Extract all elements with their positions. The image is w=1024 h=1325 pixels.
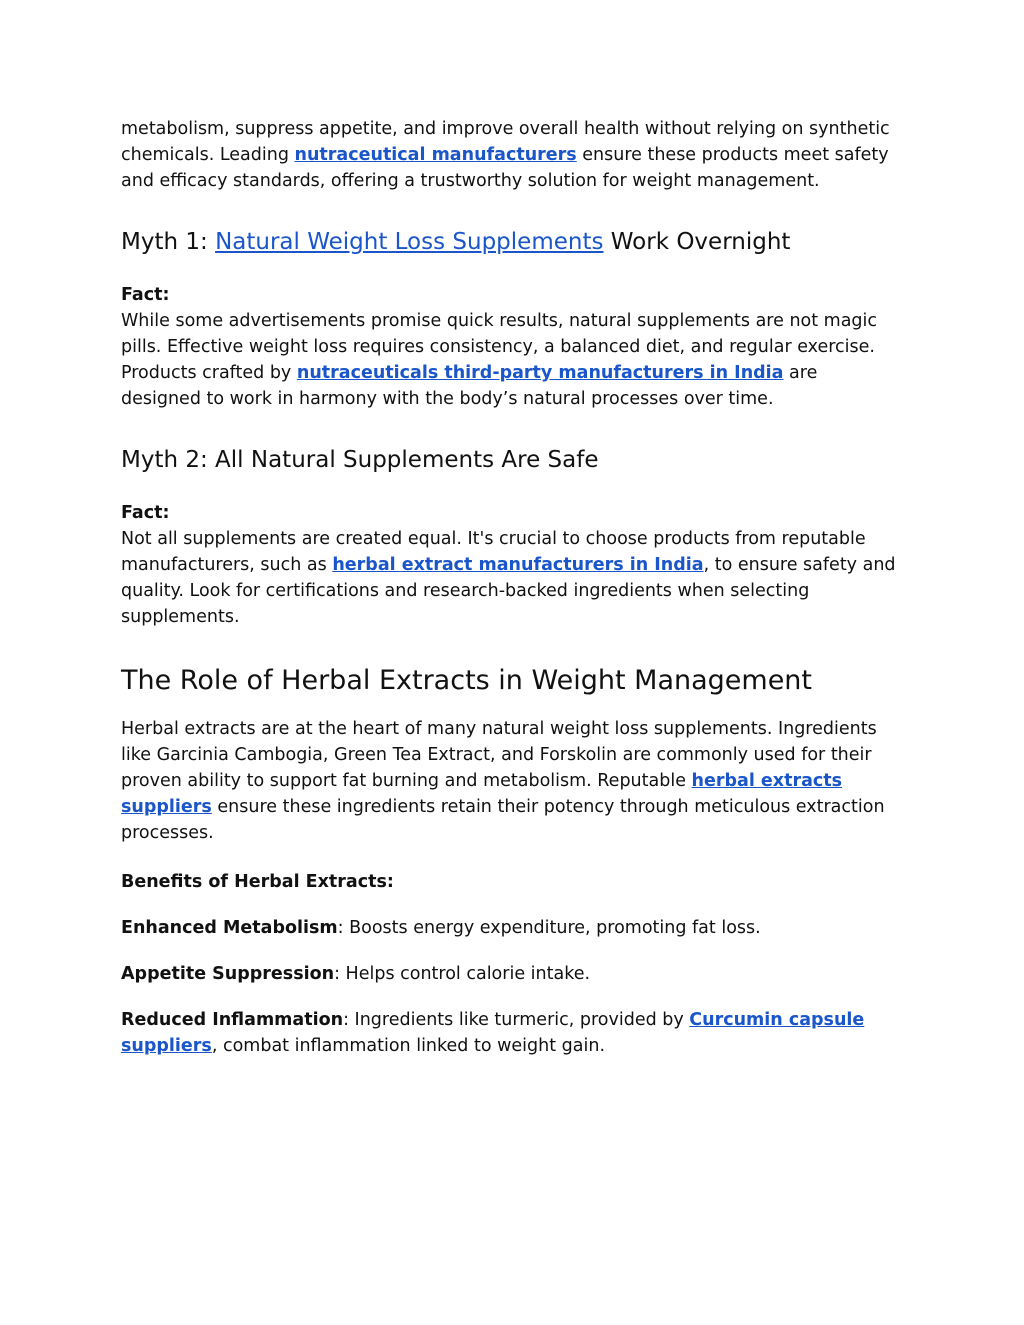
benefit-text: : Boosts energy expenditure, promoting fat loss. [337, 918, 761, 939]
benefit-label: Enhanced Metabolism [121, 918, 338, 939]
benefit-item [121, 1007, 901, 1059]
third-party-manufacturers-link[interactable]: nutraceuticals third-party manufacturers in India [296, 363, 784, 383]
role-paragraph [121, 716, 901, 846]
benefits-heading: Benefits of Herbal Extracts: [121, 872, 394, 893]
myth1-text-cont: are designed to work in harmony with the body’s natural processes over time. [121, 363, 818, 409]
myth1-fact-label: Fact: [121, 285, 170, 305]
benefit-item [121, 961, 901, 987]
myth1-paragraph [121, 308, 901, 412]
herbal-extracts-suppliers-link[interactable]: herbal extracts suppliers [121, 771, 843, 818]
role-heading: The Role of Herbal Extracts in Weight Management [121, 665, 813, 696]
document-page [121, 116, 901, 1059]
myth2-fact-label: Fact: [121, 503, 170, 523]
myth2-text-cont: , to ensure safety and quality. Look for certifications and research-backed ingredients when selecting supplements. [121, 555, 896, 627]
intro-text: metabolism, suppress appetite, and improve overall health without relying on synthetic chemicals. Leading [121, 119, 890, 165]
benefit-text: : Ingredients like turmeric, provided by [343, 1010, 690, 1031]
curcumin-capsule-suppliers-link[interactable]: Curcumin capsule suppliers [121, 1010, 865, 1057]
herbal-extract-manufacturers-link[interactable]: herbal extract manufacturers in India [332, 555, 704, 575]
benefit-label: Appetite Suppression [121, 964, 335, 985]
myth1-prefix: Myth 1: [121, 229, 216, 255]
role-text: Herbal extracts are at the heart of many natural weight loss supplements. Ingredients like Garcinia Cambogia, Green Tea Extract, and Forskolin are commonly used for their proven ability to support fat burning and metabolism. Reputable [121, 719, 877, 792]
intro-paragraph [121, 116, 901, 194]
myth1-text: While some advertisements promise quick results, natural supplements are not magic pills. Effective weight loss requires consistency, a balanced diet, and regular exercise. Products crafted by [121, 311, 878, 383]
myth2-paragraph [121, 526, 901, 630]
role-text-cont: ensure these ingredients retain their potency through meticulous extraction processes. [121, 797, 885, 844]
benefit-text: : Helps control calorie intake. [334, 964, 591, 985]
benefit-label: Reduced Inflammation [121, 1010, 344, 1031]
myth1-heading [121, 227, 901, 257]
myth2-text: Not all supplements are created equal. It's crucial to choose products from reputable manufacturers, such as [121, 529, 866, 575]
myth2-heading: Myth 2: All Natural Supplements Are Safe [121, 447, 599, 473]
benefit-item [121, 915, 901, 941]
nutraceutical-manufacturers-link[interactable]: nutraceutical manufacturers [294, 145, 577, 165]
intro-text-cont: ensure these products meet safety and efficacy standards, offering a trustworthy solution for weight management. [121, 145, 889, 191]
myth1-suffix: Work Overnight [603, 229, 791, 255]
benefit-text-cont: , combat inflammation linked to weight gain. [211, 1036, 606, 1057]
natural-weight-loss-link[interactable]: Natural Weight Loss Supplements [215, 229, 604, 255]
